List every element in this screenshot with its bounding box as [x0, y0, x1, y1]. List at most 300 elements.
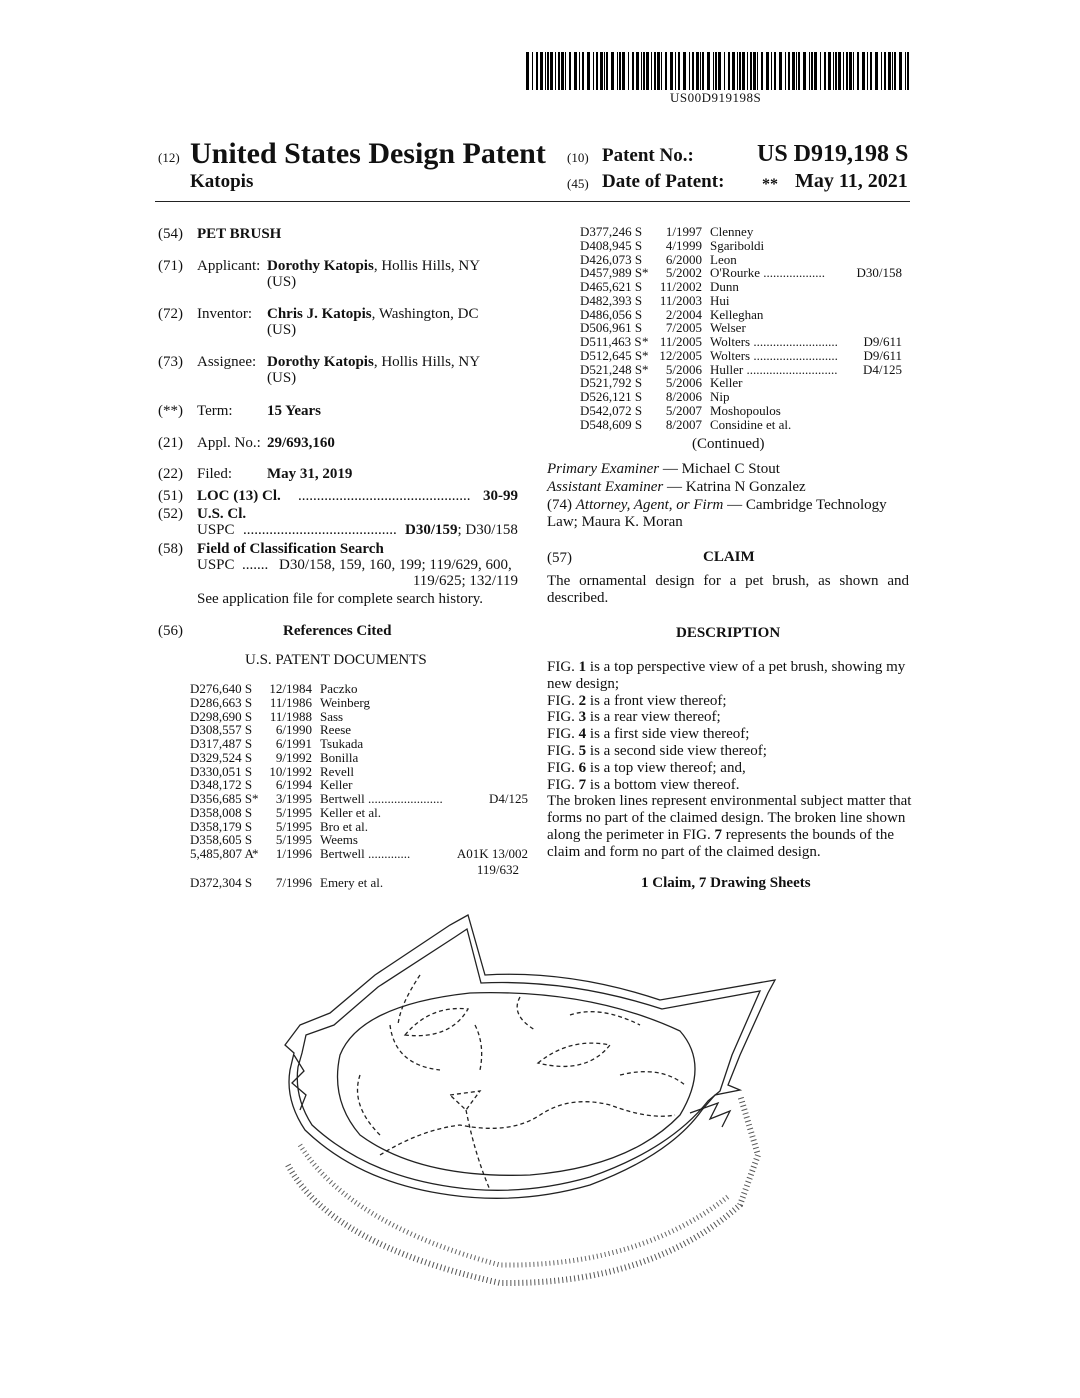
ref-star [642, 225, 656, 239]
barcode-bar [828, 52, 831, 90]
code-10: (10) [567, 150, 589, 165]
ref-date: 6/1994 [275, 777, 312, 793]
f56-code: (56) [158, 623, 183, 639]
barcode-bar [611, 52, 614, 90]
ref-name: Sass [320, 708, 344, 724]
ref-class [448, 751, 528, 765]
ref-name: Emery et al. [320, 875, 384, 890]
f22-label: Filed: [197, 466, 233, 482]
f21-label: Appl. No.: [197, 435, 261, 451]
date-label: Date of Patent: [602, 171, 725, 192]
ref-name: Dunn [710, 279, 739, 294]
ref-class: A01K 13/002 [456, 846, 528, 861]
ref-star [252, 696, 266, 710]
patent-date: May 11, 2021 [795, 170, 908, 192]
ref-name: Revell [320, 763, 354, 779]
ref-number: D372,304 S [190, 875, 253, 890]
ref-name: Weinberg [320, 694, 370, 710]
ref-date: 7/1996 [275, 875, 312, 890]
barcode-bar [683, 52, 686, 90]
ref-date: 5/2007 [665, 402, 702, 418]
us-class: D30/159; D30/158 [405, 522, 518, 538]
f52-uspc: USPC [197, 522, 235, 538]
ref-star [252, 765, 266, 779]
ref-number: D408,945 S [580, 237, 643, 253]
code-45: (45) [567, 176, 589, 191]
ref-date: 8/2006 [665, 389, 702, 404]
barcode-bar [600, 52, 603, 90]
reference-row [580, 390, 902, 404]
barcode-bar [785, 52, 786, 90]
ref-date: 10/1992 [269, 763, 312, 779]
barcode-bar [579, 52, 580, 90]
barcode-bar [809, 52, 810, 90]
ref-date: 11/2005 [659, 334, 702, 349]
ref-name: Tsukada [320, 736, 364, 751]
barcode-bar [636, 52, 639, 90]
term-label: Term: [197, 403, 233, 419]
barcode-bar [792, 52, 795, 90]
barcode-bar [750, 52, 752, 90]
reference-row [190, 792, 528, 806]
description-line: FIG. 2 is a front view thereof; [547, 692, 727, 709]
ref-date: 1/1996 [275, 846, 312, 861]
ref-continuation: 119/632 [476, 862, 519, 877]
ref-name: Hui [710, 292, 730, 308]
barcode-bar [774, 52, 776, 90]
ref-name: Paczko [320, 681, 358, 696]
f52-dots: ......................................... [243, 522, 397, 538]
ref-number: D330,051 S [190, 763, 253, 779]
title: PET BRUSH [197, 226, 282, 242]
barcode-bar [798, 52, 800, 90]
ref-star [252, 820, 266, 834]
claim-line-1: The ornamental design for a pet brush, as shown and [547, 573, 909, 589]
ref-date: 8/2007 [665, 416, 702, 432]
ref-number: D358,008 S [190, 804, 253, 820]
ref-date: 6/2000 [665, 251, 702, 267]
header-rule [155, 201, 910, 202]
reference-row [190, 806, 528, 820]
attorney-2: Law; Maura K. Moran [547, 514, 683, 530]
ref-number: D298,690 S [190, 708, 253, 724]
barcode-bar [651, 52, 652, 90]
applicant: Dorothy Katopis, Hollis Hills, NY [267, 258, 481, 274]
barcode-bar [739, 52, 741, 90]
ref-number: D329,524 S [190, 749, 253, 765]
barcode-bar [582, 52, 584, 90]
barcode-bar [907, 52, 909, 90]
ref-date: 7/2005 [665, 320, 702, 336]
loc-class: 30-99 [483, 488, 518, 504]
ref-class: D9/611 [863, 347, 902, 363]
barcode-bar [761, 52, 763, 90]
barcode [526, 52, 912, 90]
ref-class: D30/158 [856, 265, 902, 281]
ref-number: D465,621 S [580, 279, 643, 294]
pet-brush-drawing [270, 905, 790, 1295]
references-heading: References Cited [283, 623, 392, 639]
barcode-bar [632, 52, 634, 90]
ref-date: 9/1992 [275, 749, 312, 765]
barcode-bar [849, 52, 852, 90]
barcode-bar [540, 52, 543, 90]
barcode-bar [565, 52, 566, 90]
code-12: (12) [158, 150, 180, 165]
inventor-surname: Katopis [190, 171, 254, 192]
barcode-bar [641, 52, 642, 90]
ref-class: D4/125 [863, 361, 902, 377]
ref-date: 11/1986 [269, 694, 312, 710]
f58-dots: ....... [242, 557, 269, 573]
barcode-bar [894, 52, 896, 90]
barcode-bar [728, 52, 730, 90]
ref-class: D4/125 [489, 791, 528, 806]
reference-row [190, 847, 528, 861]
reference-row [190, 876, 528, 890]
description-line: forms no part of the claimed design. The broken line shown [547, 810, 906, 827]
barcode-bar [646, 52, 649, 90]
description-line: FIG. 3 is a rear view thereof; [547, 709, 721, 726]
barcode-bar [757, 52, 758, 90]
barcode-bar [713, 52, 714, 90]
ref-class [850, 404, 902, 418]
description-line: FIG. 6 is a top view thereof; and, [547, 759, 746, 776]
ref-star: * [642, 334, 649, 349]
barcode-bar [715, 52, 717, 90]
barcode-bar [742, 52, 745, 90]
barcode-bar [689, 52, 690, 90]
ref-star [642, 239, 656, 253]
ref-name: O'Rourke ................... [710, 265, 826, 281]
ref-number: D356,685 S [190, 791, 253, 806]
us-patent-docs-heading: U.S. PATENT DOCUMENTS [245, 652, 427, 668]
barcode-bar [835, 52, 837, 90]
ref-date: 4/1999 [665, 237, 702, 253]
description-line: new design; [547, 675, 620, 692]
ref-name: Reese [320, 722, 352, 738]
barcode-bar [771, 52, 772, 90]
ref-date: 5/1995 [275, 804, 312, 820]
inventor: Chris J. Katopis, Washington, DC [267, 306, 479, 322]
ref-date: 11/1988 [269, 708, 312, 724]
barcode-bar [833, 52, 834, 90]
ref-class [448, 696, 528, 710]
ref-star: * [642, 347, 649, 363]
assistant-examiner: Assistant Examiner — Katrina N Gonzalez [547, 479, 806, 495]
ref-class [850, 418, 902, 432]
barcode-bar [665, 52, 667, 90]
barcode-bar [753, 52, 756, 90]
description-line: FIG. 4 is a first side view thereof; [547, 726, 750, 743]
f52-code: (52) [158, 506, 183, 522]
ref-date: 11/2002 [659, 279, 702, 294]
barcode-bar [707, 52, 710, 90]
reference-row [190, 737, 528, 751]
ref-star [642, 280, 656, 294]
claim-line-2: described. [547, 590, 609, 606]
ref-number: D542,072 S [580, 402, 643, 418]
assignee: Dorothy Katopis, Hollis Hills, NY [267, 354, 481, 370]
ref-star [642, 390, 656, 404]
reference-row [190, 751, 528, 765]
ref-name: Leon [710, 251, 737, 267]
appl-no: 29/693,160 [267, 435, 335, 451]
f22-code: (22) [158, 466, 183, 482]
barcode-bar [622, 52, 625, 90]
f51-label: LOC (13) Cl. [197, 488, 281, 504]
applicant-country: (US) [267, 274, 297, 290]
f54-code: (54) [158, 226, 183, 242]
reference-row [580, 404, 902, 418]
ref-class [448, 765, 528, 779]
ref-star [252, 751, 266, 765]
ref-class [850, 225, 902, 239]
ref-name: Bro et al. [320, 818, 369, 834]
reference-row [580, 280, 902, 294]
ref-date: 5/1995 [275, 818, 312, 834]
barcode-bar [526, 52, 529, 90]
f51-dots: .............................................. [298, 488, 471, 504]
f73-code: (73) [158, 354, 183, 370]
barcode-bar [846, 52, 848, 90]
ref-date: 6/1991 [275, 736, 312, 751]
ref-name: Moshopoulos [710, 402, 781, 418]
ref-number: D286,663 S [190, 694, 253, 710]
barcode-bar [814, 52, 817, 90]
ref-star [252, 876, 266, 890]
ref-name: Weems [320, 832, 358, 848]
ref-number: D457,989 S [580, 265, 643, 281]
ref-class [850, 294, 902, 308]
barcode-bar [857, 52, 859, 90]
barcode-bar [550, 52, 553, 90]
ref-class [850, 280, 902, 294]
assignee-country: (US) [267, 370, 297, 386]
reference-row [580, 418, 902, 432]
barcode-bar [700, 52, 701, 90]
date-stars: ** [762, 176, 778, 193]
attorney: (74) Attorney, Agent, or Firm — Cambridge Technology [547, 497, 887, 513]
barcode-bar [796, 52, 797, 90]
f58-code: (58) [158, 541, 183, 557]
barcode-bar [606, 52, 608, 90]
barcode-bar [732, 52, 735, 90]
barcode-bar [766, 52, 769, 90]
barcode-bar [593, 52, 594, 90]
ref-number: D548,609 S [580, 416, 643, 432]
barcode-bar [617, 52, 618, 90]
ref-number: D276,640 S [190, 681, 253, 696]
ref-star [252, 806, 266, 820]
ref-star [252, 682, 266, 696]
description-line: The broken lines represent environmental subject matter that [547, 793, 912, 810]
term-value: 15 Years [267, 403, 322, 419]
continued: (Continued) [692, 436, 765, 452]
ref-number: D308,557 S [190, 722, 253, 738]
ref-name: Clenney [710, 224, 754, 239]
barcode-bar [558, 52, 560, 90]
ref-star [252, 723, 266, 737]
barcode-bar [596, 52, 598, 90]
ref-class: D9/611 [863, 334, 902, 349]
ref-number: D521,792 S [580, 375, 643, 391]
barcode-bar [561, 52, 564, 90]
claim-heading: CLAIM [703, 549, 755, 565]
ref-number: 5,485,807 A [190, 846, 254, 861]
barcode-bar [604, 52, 605, 90]
ref-class [850, 239, 902, 253]
ref-class [448, 820, 528, 834]
barcode-bar [643, 52, 645, 90]
ref-name: Huller ............................ [710, 361, 838, 377]
ref-class [448, 710, 528, 724]
barcode-bar [884, 52, 886, 90]
ref-date: 1/1997 [665, 224, 702, 239]
barcode-bar [824, 52, 826, 90]
ref-name: Keller [710, 375, 743, 391]
ref-name: Bonilla [320, 749, 359, 765]
ref-number: D358,605 S [190, 832, 253, 848]
primary-examiner: Primary Examiner — Michael C Stout [547, 461, 780, 477]
ref-date: 2/2004 [665, 306, 702, 322]
ref-name: Bertwell ....................... [320, 791, 443, 806]
ref-date: 3/1995 [275, 791, 312, 806]
ref-class [448, 876, 528, 890]
ref-name: Nip [710, 389, 730, 404]
ref-number: D358,179 S [190, 818, 253, 834]
barcode-bar [838, 52, 841, 90]
ref-star [642, 294, 656, 308]
barcode-bar [628, 52, 629, 90]
f58-line1: D30/158, 159, 160, 199; 119/629, 600, [279, 557, 512, 573]
reference-row [580, 225, 902, 239]
barcode-bar [867, 52, 868, 90]
ref-name: Kelleghan [710, 306, 764, 322]
description-line: FIG. 7 is a bottom view thereof. [547, 776, 740, 793]
barcode-bar [843, 52, 844, 90]
barcode-bar [881, 52, 882, 90]
ref-class [448, 806, 528, 820]
description-line: along the perimeter in FIG. 7 represents the bounds of the [547, 827, 895, 843]
ref-star: * [642, 265, 649, 281]
barcode-bar [675, 52, 676, 90]
patent-no-label: Patent No.: [602, 145, 694, 166]
reference-row [190, 696, 528, 710]
barcode-bar [892, 52, 893, 90]
barcode-bar [888, 52, 891, 90]
ref-star [642, 376, 656, 390]
f52-label: U.S. Cl. [197, 506, 247, 522]
ref-name: Sgariboldi [710, 237, 765, 253]
patent-number: US D919,198 S [757, 141, 909, 167]
ref-star [642, 308, 656, 322]
barcode-bar [678, 52, 680, 90]
reference-row [190, 682, 528, 696]
f72-label: Inventor: [197, 306, 252, 322]
reference-row [580, 335, 902, 349]
ref-number: D521,248 S [580, 361, 643, 377]
f71-code: (71) [158, 258, 183, 274]
barcode-bar [788, 52, 790, 90]
barcode-bar [737, 52, 738, 90]
description-heading: DESCRIPTION [676, 625, 781, 641]
ref-date: 5/2006 [665, 361, 702, 377]
ref-name: Keller et al. [320, 804, 381, 820]
ref-class [448, 682, 528, 696]
description-line: FIG. 5 is a second side view thereof; [547, 743, 767, 759]
ref-date: 5/2002 [665, 265, 702, 281]
barcode-bar [905, 52, 906, 90]
ref-class [850, 376, 902, 390]
ref-date: 5/2006 [665, 375, 702, 391]
f58-line2: 119/625; 132/119 [412, 573, 518, 589]
ref-number: D317,487 S [190, 736, 253, 751]
barcode-bar [820, 52, 821, 90]
barcode-bar [547, 52, 549, 90]
barcode-bar [853, 52, 854, 90]
barcode-bar [661, 52, 662, 90]
ref-number: D512,645 S [580, 347, 643, 363]
description-line: FIG. 1 is a top perspective view of a pet brush, showing my [547, 659, 906, 675]
description-line: claim and form no part of the claimed design. [547, 843, 821, 860]
barcode-bar [587, 52, 590, 90]
ref-date: 6/1990 [275, 722, 312, 738]
ref-date: 5/1995 [275, 832, 312, 848]
barcode-bar [724, 52, 725, 90]
ref-name: Wolters .......................... [710, 334, 838, 349]
ref-name: Bertwell ............. [320, 846, 411, 861]
ref-number: D511,463 S [580, 334, 642, 349]
barcode-bar [702, 52, 704, 90]
claims-sheets: 1 Claim, 7 Drawing Sheets [641, 875, 811, 891]
ref-date: 11/2003 [659, 292, 702, 308]
ref-class [850, 308, 902, 322]
barcode-bar [870, 52, 872, 90]
barcode-bar [657, 52, 660, 90]
inventor-country: (US) [267, 322, 297, 338]
f51-code: (51) [158, 488, 183, 504]
ref-star [642, 418, 656, 432]
reference-row [580, 349, 902, 363]
reference-row [580, 294, 902, 308]
barcode-number: US00D919198S [670, 90, 762, 105]
barcode-bar [811, 52, 813, 90]
barcode-bar [747, 52, 748, 90]
ref-star [252, 710, 266, 724]
barcode-bar [862, 52, 865, 90]
ref-name: Wolters .......................... [710, 347, 838, 363]
ref-star [642, 404, 656, 418]
f21-code: (21) [158, 435, 183, 451]
filed-date: May 31, 2019 [267, 466, 353, 482]
ref-name: Keller [320, 777, 353, 793]
ref-class [448, 737, 528, 751]
f58-note: See application file for complete search history. [197, 591, 484, 607]
f58-label: Field of Classification Search [197, 541, 384, 557]
term-code: (**) [158, 403, 183, 419]
f72-code: (72) [158, 306, 183, 322]
barcode-bar [696, 52, 699, 90]
ref-star: * [642, 361, 649, 377]
barcode-bar [779, 52, 782, 90]
ref-number: D426,073 S [580, 251, 643, 267]
barcode-bar [692, 52, 694, 90]
barcode-bar [718, 52, 721, 90]
ref-date: 12/1984 [269, 681, 312, 696]
ref-number: D526,121 S [580, 389, 643, 404]
barcode-bar [536, 52, 538, 90]
